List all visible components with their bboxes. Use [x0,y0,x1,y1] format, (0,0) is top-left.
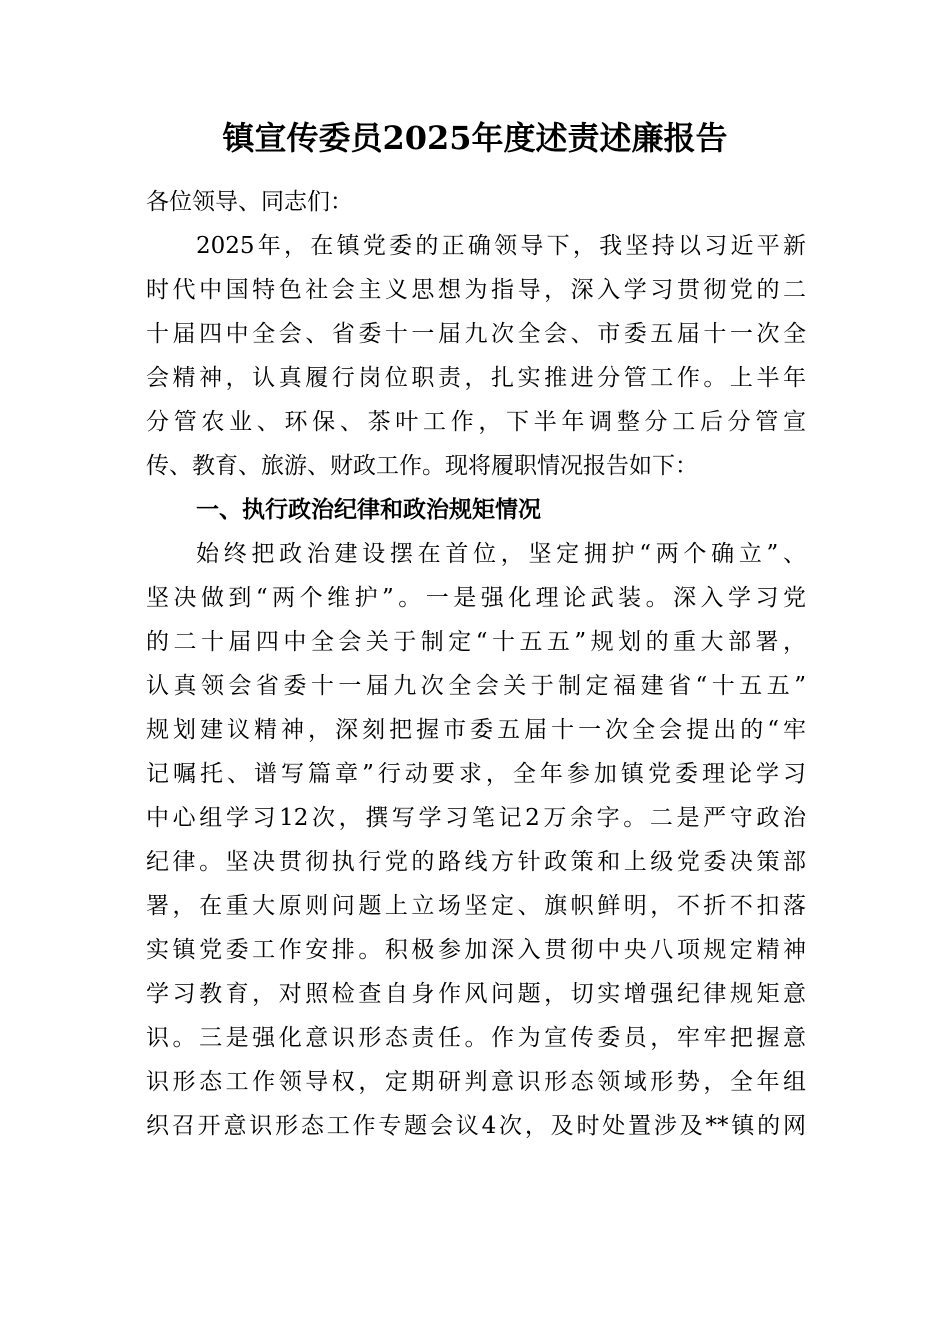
section-line: 中心组学习12次，撰写学习笔记2万余字。二是严守政治 [146,805,806,831]
section-line: 的二十届四中全会关于制定“十五五”规划的重大部署， [146,629,806,655]
section-line: 署，在重大原则问题上立场坚定、旗帜鲜明，不折不扣落 [146,893,806,919]
intro-line: 传、教育、旅游、财政工作。现将履职情况报告如下： [146,453,698,479]
section-line: 识。三是强化意识形态责任。作为宣传委员，牢牢把握意 [146,1025,806,1051]
intro-line: 会精神，认真履行岗位职责，扎实推进分管工作。上半年 [146,365,806,391]
document-title: 镇宣传委员2025年度述责述廉报告 [222,119,728,157]
intro-line: 时代中国特色社会主义思想为指导，深入学习贯彻党的二 [146,277,806,303]
section-line: 纪律。坚决贯彻执行党的路线方针政策和上级党委决策部 [146,849,806,875]
section-line: 规划建议精神，深刻把握市委五届十一次全会提出的“牢 [146,717,806,743]
intro-line: 分管农业、环保、茶叶工作，下半年调整分工后分管宣 [146,409,806,435]
section-line: 学习教育，对照检查自身作风问题，切实增强纪律规矩意 [146,981,806,1007]
intro-line: 十届四中全会、省委十一届九次全会、市委五届十一次全 [146,321,806,347]
intro-line: 2025年，在镇党委的正确领导下，我坚持以习近平新 [196,233,806,259]
section-line: 实镇党委工作安排。积极参加深入贯彻中央八项规定精神 [146,937,806,963]
section-line: 坚决做到“两个维护”。一是强化理论武装。深入学习党 [146,585,806,611]
section-line: 始终把政治建设摆在首位，坚定拥护“两个确立”、 [196,541,806,567]
section-line: 识形态工作领导权，定期研判意识形态领域形势，全年组 [146,1069,806,1095]
salutation: 各位领导、同志们： [146,189,353,215]
section-line: 织召开意识形态工作专题会议4次，及时处置涉及**镇的网 [146,1113,806,1139]
section-line: 记嘱托、谱写篇章”行动要求，全年参加镇党委理论学习 [146,761,806,787]
section-line: 认真领会省委十一届九次全会关于制定福建省“十五五” [146,673,806,699]
document-body [146,180,806,1148]
section-heading: 一、执行政治纪律和政治规矩情况 [196,497,541,523]
